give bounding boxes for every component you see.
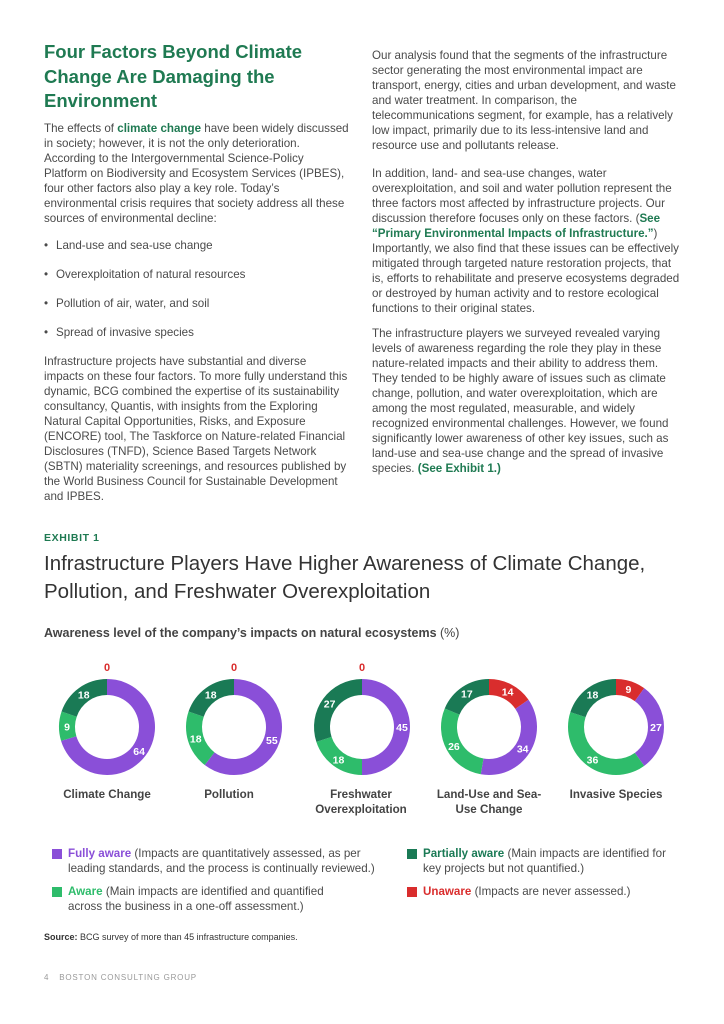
legend-unaware xyxy=(423,884,683,899)
legend-fully-aware xyxy=(68,846,388,876)
legend-swatch-fully-aware xyxy=(52,849,62,859)
legend-partially-aware xyxy=(423,846,683,876)
donut-charts xyxy=(0,650,724,790)
donut-value-label: 0 xyxy=(103,662,111,674)
legend-swatch-aware xyxy=(52,887,62,897)
legend-name: Fully aware xyxy=(68,847,132,860)
bullet-item: • Spread of invasive species xyxy=(44,326,194,339)
climate-change-link[interactable]: climate change xyxy=(117,122,202,135)
chart-subtitle: Awareness level of the company’s impacts on natural ecosystems (%) xyxy=(44,626,460,640)
donut-slice-fully-aware xyxy=(481,700,537,775)
donut-value-label: 0 xyxy=(230,662,238,674)
primary-impacts-link[interactable]: See “Primary Environmental Impacts of Infrastructure.” xyxy=(372,212,661,240)
donut-label: Land-Use and Sea-Use Change xyxy=(436,788,542,816)
infrastructure-paragraph: Infrastructure projects have substantial and diverse impacts on these four factors. To more fully understand this dynamic, BCG combined the expertise of its sustainability consultancy, Quantis, with insights from the Exploring Natural Capital Opportunities, Risks, and Exposure (ENCORE) tool, The Taskforce on Nature-related Financial Disclosures (TNFD), Science Based Targets Network (SBTN) materiality screenings, and resources published by the World Business Council for Sustainable Development and IPBES. xyxy=(44,355,348,503)
donut-value-label: 18 xyxy=(586,689,599,702)
donut-value-label: 36 xyxy=(586,754,599,767)
section-heading: Four Factors Beyond Climate Change Are Damaging the Environment xyxy=(44,41,303,111)
donut-slice-aware xyxy=(568,712,644,775)
legend-desc: (Impacts are quantitatively assessed, as per leading standards, and the process is continually reviewed.) xyxy=(68,847,375,875)
donut-value-label: 0 xyxy=(358,662,366,674)
source-note: Source: BCG survey of more than 45 infrastructure companies. xyxy=(44,932,298,942)
legend-desc: (Main impacts are identified and quantified across the business in a one-off assessment.) xyxy=(68,885,324,913)
analysis-paragraph: Our analysis found that the segments of the infrastructure sector generating the most environmental impact are transport, energy, cities and urban development, and waste and water treatment. In comparison, the telecommunications segment, for example, has a relatively low impact, primarily due to its less-intensive land and resource use and pollutants release. xyxy=(372,49,676,152)
donut-value-label: 55 xyxy=(266,734,278,747)
donut-label: Pollution xyxy=(204,788,254,801)
donut-value-label: 9 xyxy=(64,721,70,734)
donut-value-label: 26 xyxy=(448,741,460,754)
donut-value-label: 18 xyxy=(204,689,217,702)
donut-value-label: 34 xyxy=(516,743,529,756)
legend-swatch-partially-aware xyxy=(407,849,417,859)
exhibit-label: EXHIBIT 1 xyxy=(44,532,100,544)
legend-desc: (Main impacts are identified for key projects but not quantified.) xyxy=(423,847,666,875)
donut-value-label: 14 xyxy=(501,686,514,699)
legend-aware xyxy=(68,884,358,914)
factors-paragraph: In addition, land- and sea-use changes, water overexploitation, and soil and water pollution represent the three factors most affected by infrastructure projects. Our discussion therefore focuses only on these factors. (See “Primary Environmental Impacts of Infrastructure.”) Importantly, we also find that these issues can be effectively mitigated through targeted nature restoration projects, that is, efforts to rehabilitate and preserve ecosystems degraded or destroyed by human activity and to restore ecological functions to their original states. xyxy=(372,167,680,315)
exhibit-link[interactable]: (See Exhibit 1.) xyxy=(417,462,501,475)
legend-swatch-unaware xyxy=(407,887,417,897)
legend-name: Unaware xyxy=(423,885,472,898)
donut-label: Freshwater Overexploitation xyxy=(315,788,407,816)
legend-name: Aware xyxy=(68,885,103,898)
bullet-item: • Pollution of air, water, and soil xyxy=(44,297,210,310)
donut-value-label: 27 xyxy=(323,698,336,711)
page-number: 4 xyxy=(44,973,50,982)
donut-label: Climate Change xyxy=(63,788,151,801)
donut-value-label: 18 xyxy=(332,754,345,767)
donut-slice-partially-aware xyxy=(314,679,362,742)
donut-value-label: 17 xyxy=(461,688,473,701)
donut-value-label: 18 xyxy=(77,689,90,702)
bullet-item: • Land-use and sea-use change xyxy=(44,239,213,252)
bullet-item: • Overexploitation of natural resources xyxy=(44,268,246,281)
donut-label: Invasive Species xyxy=(569,788,663,801)
donut-value-label: 27 xyxy=(650,722,662,734)
donut-value-label: 9 xyxy=(625,683,632,696)
page-footer xyxy=(44,973,197,982)
intro-paragraph: The effects of climate change have been widely discussed in society; however, it is not the only deterioration. According to the Intergovernmental Science-Policy Platform on Biodiversity and Ecosystem Services (IPBES), four other factors also play a key role. Today’s environmental crisis requires that society address all these sources of environmental decline: xyxy=(44,122,349,225)
exhibit-title: Infrastructure Players Have Higher Awareness of Climate Change, Pollution, and Freshwater Overexploitation xyxy=(44,552,646,603)
donut-value-label: 18 xyxy=(189,733,202,746)
donut-value-label: 45 xyxy=(396,722,408,734)
donut-value-label: 64 xyxy=(133,745,145,758)
legend-desc: (Impacts are never assessed.) xyxy=(474,885,631,898)
survey-paragraph: The infrastructure players we surveyed revealed varying levels of awareness regarding the role they play in these nature-related impacts and their ability to address them. They tended to be highly aware of issues such as climate change, pollution, and water overexploitation, which are among the most regulated, measurable, and widely recognized environmental challenges. However, we found significantly lower awareness of other key issues, such as land-use and sea-use change and the spread of invasive species. (See Exhibit 1.) xyxy=(372,327,669,475)
footer-org: BOSTON CONSULTING GROUP xyxy=(59,973,197,982)
legend-name: Partially aware xyxy=(423,847,505,860)
